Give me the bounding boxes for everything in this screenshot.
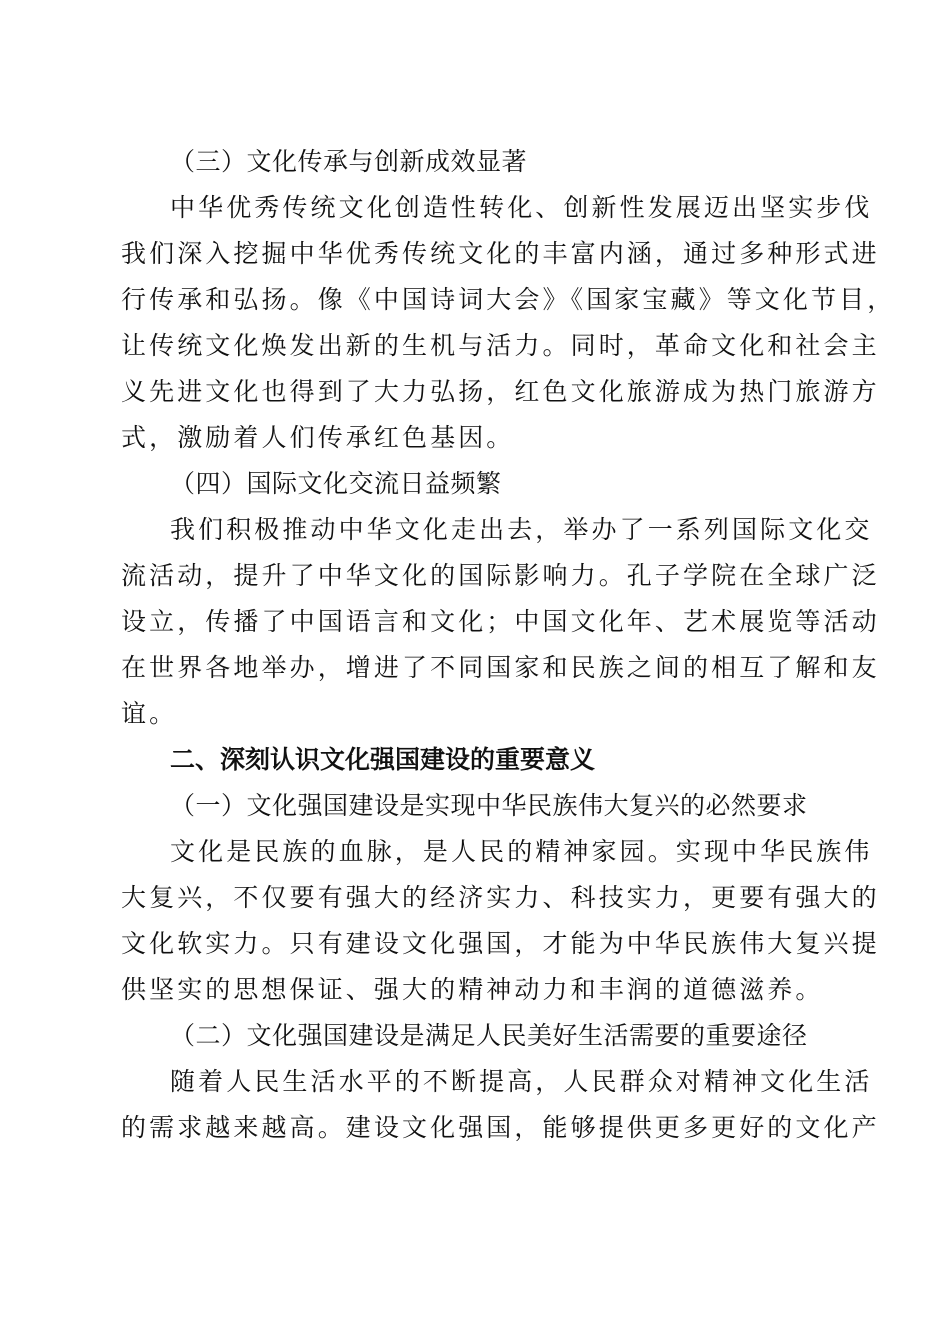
subsection-title-3: （三）文化传承与创新成效显著 (170, 147, 528, 176)
paragraph-line: 义先进文化也得到了大力弘扬，红色文化旅游成为热门旅游方 (121, 377, 880, 406)
paragraph-line: 的需求越来越高。建设文化强国，能够提供更多更好的文化产 (121, 1113, 880, 1142)
paragraph-line: 流活动，提升了中华文化的国际影响力。孔子学院在全球广泛 (121, 561, 880, 590)
subsection-title-4: （四）国际文化交流日益频繁 (170, 469, 502, 498)
paragraph-line: 文化软实力。只有建设文化强国，才能为中华民族伟大复兴提 (121, 929, 880, 958)
paragraph-line: 我们深入挖掘中华优秀传统文化的丰富内涵，通过多种形式进 (121, 239, 880, 268)
paragraph-line: 我们积极推动中华文化走出去，举办了一系列国际文化交 (170, 515, 873, 544)
subsection-title-2-1: （一）文化强国建设是实现中华民族伟大复兴的必然要求 (170, 791, 808, 820)
paragraph-line: 谊。 (121, 699, 178, 728)
subsection-title-2-2: （二）文化强国建设是满足人民美好生活需要的重要途径 (170, 1021, 808, 1050)
paragraph-line: 文化是民族的血脉，是人民的精神家园。实现中华民族伟 (170, 837, 873, 866)
section-heading-2: 二、深刻认识文化强国建设的重要意义 (170, 745, 596, 774)
paragraph-line: 式，激励着人们传承红色基因。 (121, 423, 515, 452)
paragraph-line: 行传承和弘扬。像《中国诗词大会》《国家宝藏》等文化节目， (121, 285, 896, 314)
paragraph-line: 在世界各地举办，增进了不同国家和民族之间的相互了解和友 (121, 653, 880, 682)
paragraph-line: 让传统文化焕发出新的生机与活力。同时，革命文化和社会主 (121, 331, 880, 360)
paragraph-line: 中华优秀传统文化创造性转化、创新性发展迈出坚实步伐 (170, 193, 873, 222)
paragraph-line: 大复兴，不仅要有强大的经济实力、科技实力，更要有强大的 (121, 883, 880, 912)
paragraph-line: 设立，传播了中国语言和文化；中国文化年、艺术展览等活动 (121, 607, 880, 636)
paragraph-line: 供坚实的思想保证、强大的精神动力和丰润的道德滋养。 (121, 975, 824, 1004)
paragraph-line: 随着人民生活水平的不断提高，人民群众对精神文化生活 (170, 1067, 873, 1096)
